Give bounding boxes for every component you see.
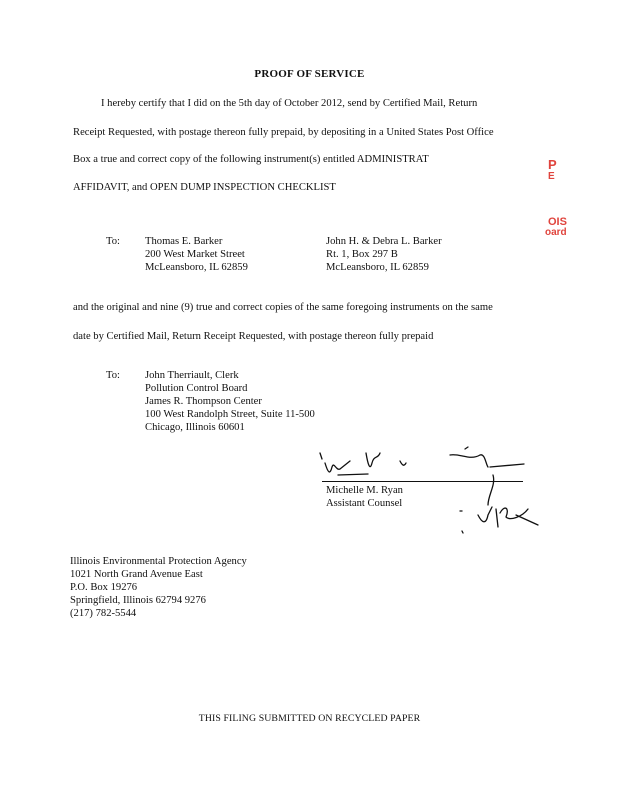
paragraph2-line2: date by Certified Mail, Return Receipt Requested, with postage thereon fully prepaid [73, 331, 434, 342]
paragraph1-line4: AFFIDAVIT, and OPEN DUMP INSPECTION CHECKLIST [73, 182, 336, 193]
signer-role: Assistant Counsel [326, 498, 403, 509]
paragraph2-line1: and the original and nine (9) true and correct copies of the same foregoing instruments on the same [73, 302, 493, 313]
recipient1-street: 200 West Market Street [145, 249, 245, 260]
recipient2-name: John H. & Debra L. Barker [326, 236, 442, 247]
paragraph1-line3: Box a true and correct copy of the following instrument(s) entitled ADMINISTRAT [73, 154, 429, 165]
recipient1-name: Thomas E. Barker [145, 236, 223, 247]
page-title: PROOF OF SERVICE [254, 68, 365, 80]
recipient3-org: Pollution Control Board [145, 383, 248, 394]
stamp-fragment-3: OIS [548, 216, 567, 228]
signer-block [326, 484, 403, 510]
agency-box: P.O. Box 19276 [70, 582, 138, 593]
recipient1-city: McLeansboro, IL 62859 [145, 262, 248, 273]
agency-name: Illinois Environmental Protection Agency [70, 556, 247, 567]
agency-city: Springfield, Illinois 62794 9276 [70, 595, 206, 606]
footer-note: THIS FILING SUBMITTED ON RECYCLED PAPER [198, 713, 421, 724]
stamp-fragment-2: E [548, 171, 555, 182]
stamp-fragment-1: P [548, 157, 557, 172]
paragraph1-line1: I hereby certify that I did on the 5th day of October 2012, send by Certified Mail, Return [101, 98, 478, 109]
signer-name: Michelle M. Ryan [326, 485, 403, 496]
recipient-address-3 [145, 369, 315, 434]
to-label: To: [106, 236, 120, 247]
paragraph1-line2: Receipt Requested, with postage thereon fully prepaid, by depositing in a United States Post Office [73, 127, 494, 138]
recipient2-street: Rt. 1, Box 297 B [326, 249, 398, 260]
agency-address [70, 555, 247, 620]
recipient3-street: 100 West Randolph Street, Suite 11-500 [145, 409, 315, 420]
agency-street: 1021 North Grand Avenue East [70, 569, 203, 580]
recipient-address-2 [326, 235, 442, 274]
agency-phone: (217) 782-5544 [70, 608, 137, 619]
recipient3-city: Chicago, Illinois 60601 [145, 422, 245, 433]
recipient-address-1 [145, 235, 248, 274]
signature-line [322, 481, 523, 482]
recipient3-name: John Therriault, Clerk [145, 370, 239, 381]
recipient3-building: James R. Thompson Center [145, 396, 262, 407]
to-label-2: To: [106, 370, 120, 381]
stamp-fragment-4: oard [545, 227, 567, 238]
recipient2-city: McLeansboro, IL 62859 [326, 262, 429, 273]
